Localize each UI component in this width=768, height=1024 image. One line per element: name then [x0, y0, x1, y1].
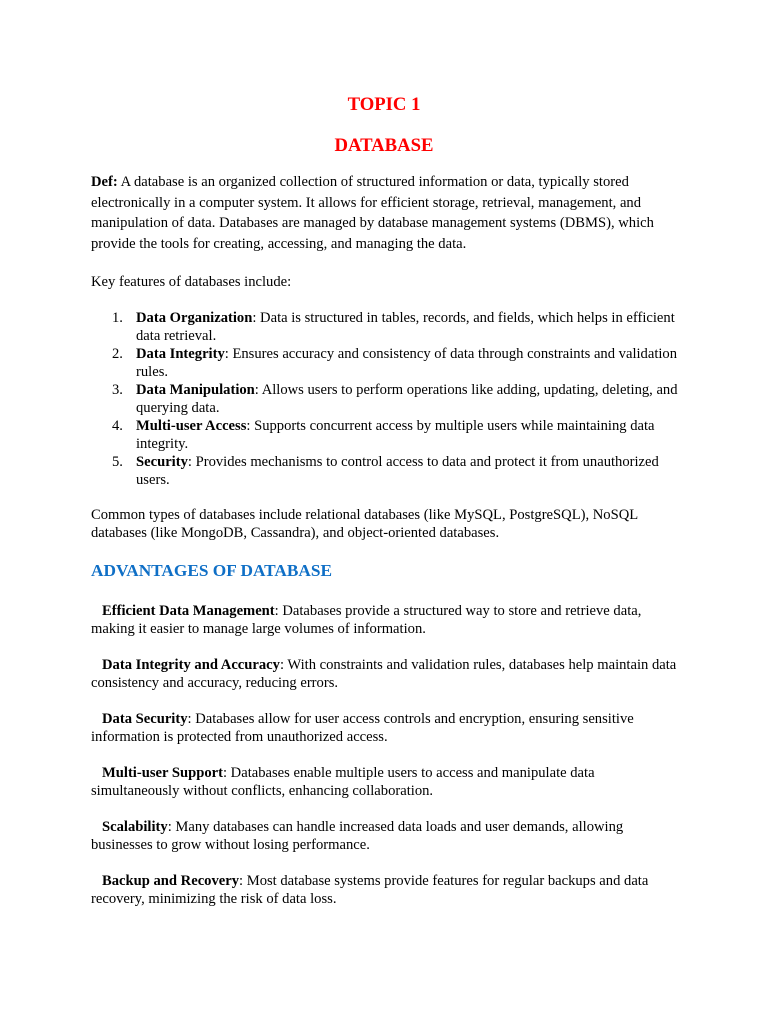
features-list [91, 309, 683, 489]
feature-description: : Supports concurrent access by multiple users while maintaining data integrity. [136, 418, 655, 452]
advantage-item [91, 818, 677, 854]
advantage-item [91, 602, 677, 638]
advantage-description: : Databases provide a structured way to store and retrieve data, making it easier to manage large volumes of information. [91, 603, 642, 637]
advantage-term: Backup and Recovery [102, 873, 240, 889]
page-title: DATABASE [334, 135, 434, 156]
feature-term: Multi-user Access [136, 418, 247, 434]
advantage-term: Scalability [102, 819, 168, 835]
list-item [91, 417, 683, 453]
feature-term: Data Manipulation [136, 382, 255, 398]
advantage-item [91, 764, 677, 800]
advantage-description: : Many databases can handle increased data loads and user demands, allowing businesses to grow without losing performance. [91, 819, 624, 853]
feature-description: : Ensures accuracy and consistency of data through constraints and validation rules. [136, 346, 678, 380]
list-item [91, 381, 683, 417]
advantage-description: : Databases enable multiple users to access and manipulate data simultaneously without conflicts, enhancing collaboration. [91, 765, 595, 799]
advantage-description: : With constraints and validation rules, databases help maintain data consistency and accuracy, reducing errors. [91, 657, 677, 691]
advantage-description: : Databases allow for user access controls and encryption, ensuring sensitive information is protected from unauthorized access. [91, 711, 634, 745]
common-types-paragraph: Common types of databases include relational databases (like MySQL, PostgreSQL), NoSQL databases (like MongoDB, Cassandra), and object-oriented databases. [91, 507, 638, 541]
feature-description: : Data is structured in tables, records, and fields, which helps in efficient data retrieval. [136, 310, 675, 344]
definition-label: Def: [91, 174, 118, 190]
list-number: 2. [112, 346, 123, 362]
topic-label: TOPIC 1 [347, 94, 421, 115]
list-number: 3. [112, 382, 123, 398]
list-item [91, 309, 683, 345]
advantage-term: Data Integrity and Accuracy [102, 657, 280, 673]
list-number: 5. [112, 454, 123, 470]
list-number: 4. [112, 418, 123, 434]
advantage-term: Data Security [102, 711, 188, 727]
list-item [91, 345, 683, 381]
advantage-item [91, 710, 677, 746]
advantage-term: Efficient Data Management [102, 603, 275, 619]
advantages-heading: ADVANTAGES OF DATABASE [91, 561, 333, 580]
feature-description: : Allows users to perform operations like adding, updating, deleting, and querying data. [136, 382, 678, 416]
advantage-term: Multi-user Support [102, 765, 223, 781]
feature-term: Data Integrity [136, 346, 225, 362]
definition-text: A database is an organized collection of structured information or data, typically stored electronically in a computer system. It allows for efficient storage, retrieval, management, and manipulation of data. Databases are managed by database management systems (DBMS), which provide the tools for creating, accessing, and managing the data. [91, 174, 654, 253]
feature-term: Security [136, 454, 188, 470]
list-number: 1. [112, 310, 123, 326]
advantage-description: : Most database systems provide features for regular backups and data recovery, minimizing the risk of data loss. [91, 873, 649, 907]
definition-paragraph [91, 172, 677, 255]
advantage-item [91, 872, 677, 908]
list-item [91, 453, 683, 489]
feature-description: : Provides mechanisms to control access to data and protect it from unauthorized users. [136, 454, 659, 488]
feature-term: Data Organization [136, 310, 253, 326]
features-intro: Key features of databases include: [91, 274, 292, 290]
advantage-item [91, 656, 677, 692]
